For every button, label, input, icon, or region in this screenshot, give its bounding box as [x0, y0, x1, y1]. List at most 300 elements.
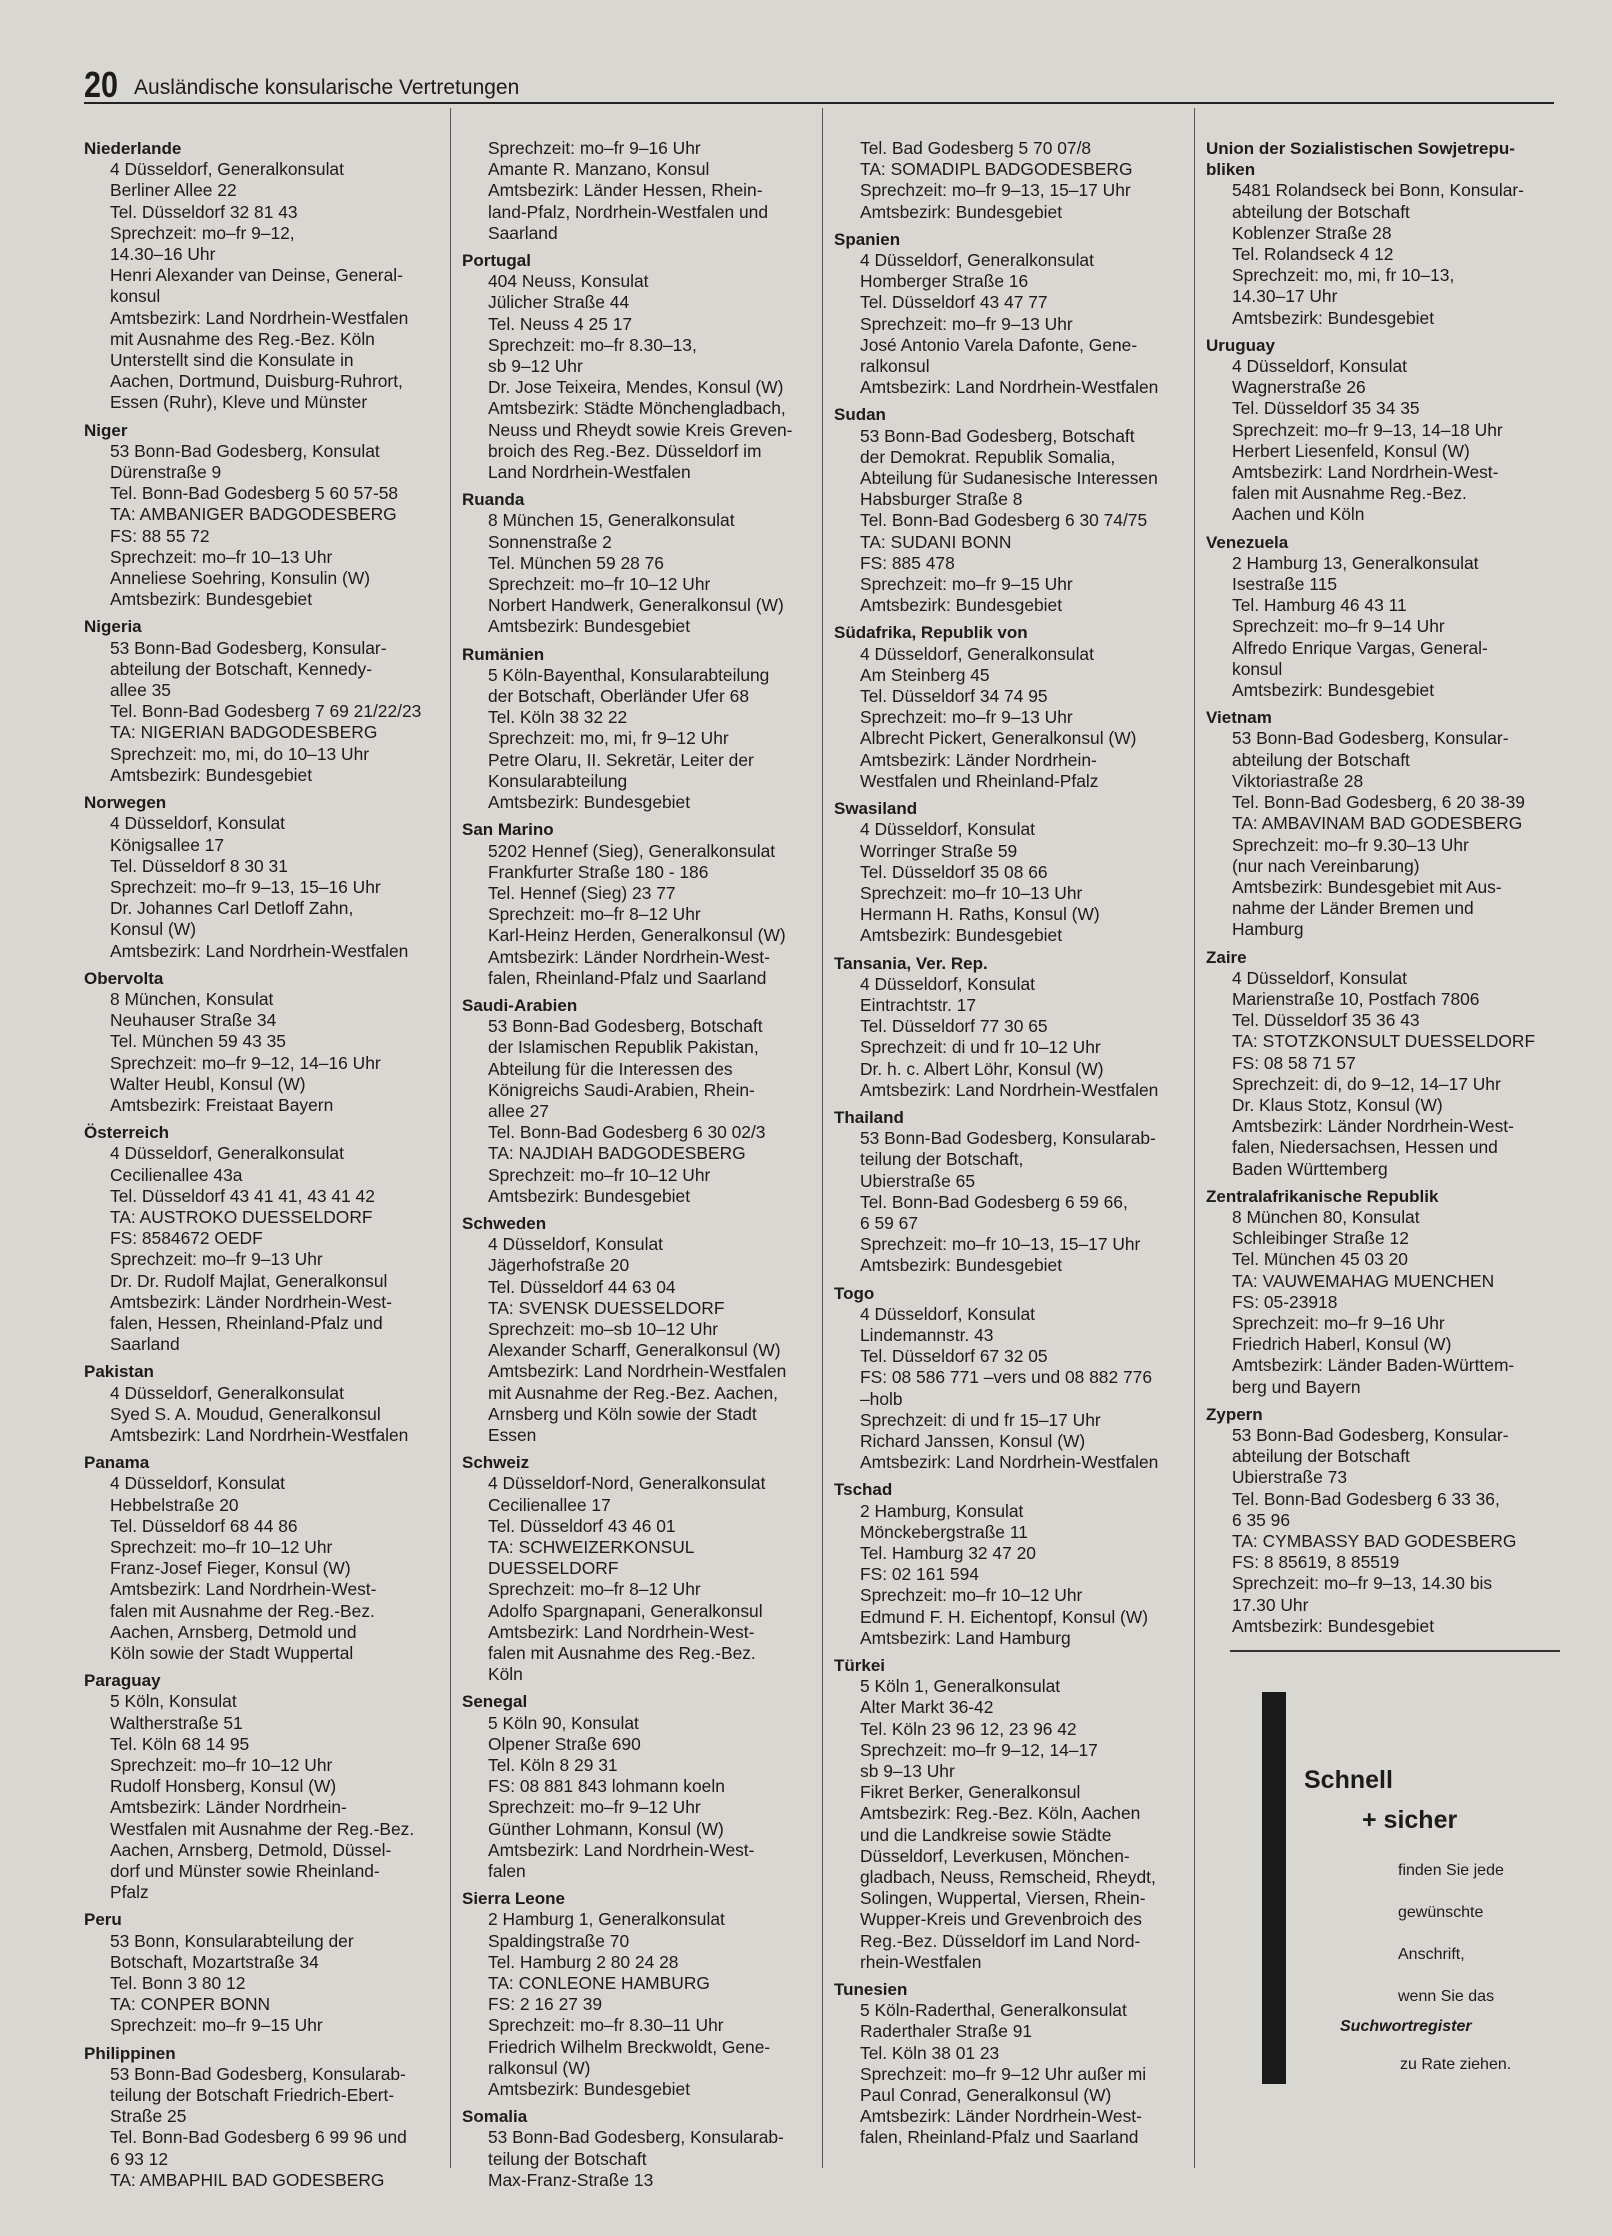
entry-line: Tel. Neuss 4 25 17 [488, 313, 633, 334]
entry-line: Tel. Düsseldorf 77 30 65 [860, 1016, 1048, 1037]
entry-line: FS: 8 85619, 8 85519 [1232, 1552, 1400, 1573]
entry-line: Neuhauser Straße 34 [110, 1010, 277, 1031]
ad-headline-2: + sicher [1362, 1806, 1458, 1834]
entry-line: Tel. Bonn-Bad Godesberg 6 59 66, [860, 1191, 1128, 1212]
entry-line: Sprechzeit: mo–fr 8–12 Uhr [488, 904, 701, 925]
entry-line: mit Ausnahme des Reg.-Bez. Köln [110, 328, 375, 349]
entry-line: Sprechzeit: mo, mi, fr 9–12 Uhr [488, 728, 729, 749]
country-heading: Venezuela [1206, 532, 1289, 552]
entry-line: Tel. Bonn-Bad Godesberg 5 60 57-58 [110, 483, 399, 504]
country-heading: Peru [84, 1910, 122, 1930]
entry-line: Sprechzeit: mo–fr 10–12 Uhr [488, 574, 711, 595]
country-heading: Zypern [1206, 1404, 1263, 1424]
entry-line: 4 Düsseldorf, Konsulat [110, 813, 285, 834]
entry-line: Cecilienallee 17 [488, 1494, 611, 1515]
entry-line: Cecilienallee 43a [110, 1164, 243, 1185]
entry-line: rhein-Westfalen [860, 1951, 982, 1972]
entry-line: Tel. Düsseldorf 35 36 43 [1232, 1010, 1420, 1031]
country-heading: Union der Sozialistischen Sowjetrepu- bliken [1206, 139, 1515, 180]
entry-line: Dr. Jose Teixeira, Mendes, Konsul (W) [488, 377, 784, 398]
consulate-entry [834, 798, 1196, 946]
entry-line: TA: NAJDIAH BADGODESBERG [488, 1143, 746, 1164]
entry-line: Raderthaler Straße 91 [860, 2021, 1033, 2042]
entry-line: Norbert Handwerk, Generalkonsul (W) [488, 595, 784, 616]
entry-line: 4 Düsseldorf, Konsulat [488, 1234, 663, 1255]
advertisement-box [1262, 1692, 1562, 2084]
consulate-entry [462, 2106, 824, 2191]
entry-line: 6 35 96 [1232, 1509, 1291, 1530]
entry-line: Amtsbezirk: Bundesgebiet [860, 201, 1063, 222]
entry-line: FS: 88 55 72 [110, 525, 210, 546]
entry-line: FS: 08 58 71 57 [1232, 1052, 1356, 1073]
entry-line: abteilung der Botschaft, Kennedy- [110, 658, 372, 679]
entry-line: falen, Hessen, Rheinland-Pfalz und [110, 1312, 383, 1333]
country-heading: Österreich [84, 1123, 170, 1143]
entry-line: Hamburg [1232, 919, 1304, 940]
entry-line: Hermann H. Raths, Konsul (W) [860, 904, 1100, 925]
entry-line: Koblenzer Straße 28 [1232, 222, 1392, 243]
entry-line: sb 9–13 Uhr [860, 1761, 955, 1782]
entry-line: Tel. Hamburg 2 80 24 28 [488, 1951, 679, 1972]
entry-line: Tel. Hamburg 32 47 20 [860, 1543, 1036, 1563]
entry-line: Jülicher Straße 44 [488, 292, 630, 313]
entry-line: Spaldingstraße 70 [488, 1930, 630, 1951]
entry-line: 5 Köln, Konsulat [110, 1691, 237, 1712]
entry-line: Pfalz [110, 1882, 149, 1903]
entry-line: Mönckebergstraße 11 [860, 1521, 1028, 1542]
entry-line: Sonnenstraße 2 [488, 531, 612, 552]
consulate-entry [834, 622, 1196, 792]
entry-line: Aachen, Arnsberg, Detmold und [110, 1621, 357, 1642]
entry-line: Sprechzeit: mo–fr 9–12, 14–17 [860, 1739, 1098, 1760]
entry-line: Walter Heubl, Konsul (W) [110, 1073, 306, 1094]
entry-line: Rudolf Honsberg, Konsul (W) [110, 1776, 337, 1797]
entry-line: Amtsbezirk: Land Nordrhein-Westfalen [860, 377, 1159, 398]
entry-line: Sprechzeit: mo–fr 8.30–13, [488, 334, 697, 355]
entry-line: Abteilung für die Interessen des [488, 1058, 733, 1079]
entry-line: FS: 08 586 771 –vers und 08 882 776 [860, 1367, 1152, 1388]
entry-line: 4 Düsseldorf, Konsulat [860, 1303, 1035, 1324]
consulate-entry [834, 1979, 1196, 2149]
entry-line: sb 9–12 Uhr [488, 356, 583, 377]
entry-line: Reg.-Bez. Düsseldorf im Land Nord- [860, 1930, 1141, 1951]
country-heading: Panama [84, 1453, 150, 1473]
entry-line: 53 Bonn-Bad Godesberg, Konsularab- [488, 2127, 784, 2148]
entry-line: abteilung der Botschaft [1232, 1446, 1410, 1467]
entry-line: Sprechzeit: mo–fr 9.30–13 Uhr [1232, 834, 1469, 855]
entry-line: falen mit Ausnahme der Reg.-Bez. [110, 1600, 375, 1621]
consulate-entry [1206, 1404, 1562, 1637]
entry-line: Sprechzeit: mo–fr 9–12, 14–16 Uhr [110, 1052, 381, 1073]
entry-line: Straße 25 [110, 2106, 187, 2127]
entry-line: teilung der Botschaft [488, 2148, 647, 2169]
entry-line: Albrecht Pickert, Generalkonsul (W) [860, 728, 1137, 749]
consulate-entry [462, 138, 824, 244]
entry-line: Amtsbezirk: Land Nordrhein-Westfalen [110, 1424, 409, 1445]
entry-line: falen [488, 1861, 526, 1882]
entry-line: TA: CONPER BONN [110, 1994, 271, 2015]
entry-line: Tel. Rolandseck 4 12 [1232, 244, 1394, 265]
entry-line: Aachen, Dortmund, Duisburg-Ruhrort, [110, 371, 403, 392]
entry-line: 53 Bonn-Bad Godesberg, Botschaft [860, 425, 1135, 446]
column-2 [462, 138, 824, 2197]
consulate-entry [84, 138, 446, 414]
entry-line: Sprechzeit: mo, mi, fr 10–13, [1232, 265, 1455, 286]
country-heading: Schweiz [462, 1453, 530, 1473]
entry-line: 14.30–16 Uhr [110, 244, 216, 265]
country-heading: Tunesien [834, 1980, 908, 2000]
entry-line: Amtsbezirk: Länder Nordrhein-West- [1232, 1116, 1514, 1137]
entry-line: Sprechzeit: mo–fr 9–16 Uhr [488, 138, 701, 158]
entry-line: allee 35 [110, 680, 171, 701]
entry-line: Günther Lohmann, Konsul (W) [488, 1818, 724, 1839]
entry-line: Amtsbezirk: Land Nordrhein-Westfalen [860, 1452, 1159, 1473]
entry-line: Aachen und Köln [1232, 504, 1365, 525]
country-heading: Türkei [834, 1656, 886, 1676]
entry-line: 6 59 67 [860, 1212, 919, 1233]
entry-line: Sprechzeit: mo–fr 9–13, 15–17 Uhr [860, 180, 1131, 201]
entry-line: FS: 05-23918 [1232, 1291, 1338, 1312]
consulate-entry [1206, 707, 1562, 940]
country-heading: Portugal [462, 251, 531, 271]
entry-line: Amtsbezirk: Land Nordrhein-West- [110, 1579, 377, 1600]
entry-line: Baden Württemberg [1232, 1158, 1388, 1179]
country-heading: Norwegen [84, 793, 167, 813]
entry-line: 4 Düsseldorf, Konsulat [1232, 356, 1407, 377]
country-heading: Senegal [462, 1692, 528, 1712]
consulate-entry [1206, 138, 1562, 329]
entry-line: Karl-Heinz Herden, Generalkonsul (W) [488, 925, 786, 946]
entry-line: Sprechzeit: mo–fr 9–13 Uhr [860, 707, 1073, 728]
entry-line: konsul [110, 286, 161, 307]
entry-line: abteilung der Botschaft [1232, 749, 1410, 770]
entry-line: TA: STOTZKONSULT DUESSELDORF [1232, 1031, 1536, 1052]
entry-line: 8 München, Konsulat [110, 988, 274, 1009]
entry-line: Dr. Klaus Stotz, Konsul (W) [1232, 1094, 1443, 1115]
entry-line: Aachen, Arnsberg, Detmold, Düssel- [110, 1839, 392, 1860]
entry-line: Tel. Düsseldorf 8 30 31 [110, 855, 288, 876]
country-heading: Sierra Leone [462, 1889, 565, 1909]
entry-line: 53 Bonn-Bad Godesberg, Konsular- [110, 637, 387, 658]
entry-line: Sprechzeit: mo–fr 9–14 Uhr [1232, 616, 1445, 637]
country-heading: Togo [834, 1283, 875, 1303]
entry-line: Tel. Düsseldorf 35 08 66 [860, 861, 1048, 882]
entry-line: 4 Düsseldorf, Generalkonsulat [110, 159, 344, 180]
entry-line: 14.30–17 Uhr [1232, 286, 1338, 307]
country-heading: Niger [84, 420, 128, 440]
entry-line: Sprechzeit: di und fr 10–12 Uhr [860, 1037, 1101, 1058]
entry-line: 4 Düsseldorf, Generalkonsulat [110, 1382, 344, 1403]
ad-text: gewünschte [1398, 1904, 1484, 1921]
ad-text: finden Sie jede [1398, 1862, 1504, 1879]
entry-line: Amtsbezirk: Bundesgebiet [488, 616, 691, 637]
column-4 [1206, 138, 1562, 1643]
entry-line: Amtsbezirk: Bundesgebiet [110, 589, 313, 610]
entry-line: Konsularabteilung [488, 770, 628, 791]
entry-line: 4 Düsseldorf, Konsulat [1232, 967, 1407, 988]
entry-line: Tel. Düsseldorf 43 41 41, 43 41 42 [110, 1185, 375, 1206]
entry-line: Habsburger Straße 8 [860, 489, 1023, 510]
entry-line: FS: 08 881 843 lohmann koeln [488, 1776, 725, 1797]
entry-line: 4 Düsseldorf, Generalkonsulat [110, 1143, 344, 1164]
country-heading: Rumänien [462, 644, 545, 664]
entry-line: Amtsbezirk: Freistaat Bayern [110, 1094, 334, 1115]
entry-line: Königreichs Saudi-Arabien, Rhein- [488, 1079, 755, 1100]
entry-line: Tel. Düsseldorf 67 32 05 [860, 1346, 1048, 1367]
country-heading: Somalia [462, 2107, 528, 2127]
entry-line: Amtsbezirk: Länder Nordrhein-West- [110, 1291, 392, 1312]
entry-line: Amante R. Manzano, Konsul [488, 159, 710, 180]
consulate-entry [462, 1691, 824, 1882]
entry-line: Max-Franz-Straße 13 [488, 2169, 654, 2190]
entry-line: Sprechzeit: mo–fr 9–13, 15–16 Uhr [110, 876, 381, 897]
ad-black-bar [1262, 1692, 1286, 2084]
entry-line: 4 Düsseldorf, Konsulat [860, 973, 1035, 994]
entry-line: Sprechzeit: mo–fr 10–13, 15–17 Uhr [860, 1234, 1141, 1255]
entry-line: Amtsbezirk: Land Nordrhein-West- [1232, 462, 1499, 483]
consulate-entry [84, 1452, 446, 1664]
entry-line: Syed S. A. Moudud, Generalkonsul [110, 1403, 381, 1424]
entry-line: Köln [488, 1664, 523, 1685]
consulate-entry [84, 792, 446, 962]
entry-line: 5202 Hennef (Sieg), Generalkonsulat [488, 840, 776, 861]
entry-line: Saarland [110, 1334, 180, 1355]
column-divider [450, 108, 451, 2168]
entry-line: Sprechzeit: mo–fr 9–12, [110, 222, 295, 243]
entry-line: broich des Reg.-Bez. Düsseldorf im [488, 440, 762, 461]
entry-line: 2 Hamburg 1, Generalkonsulat [488, 1909, 725, 1930]
entry-line: Essen [488, 1424, 537, 1445]
entry-line: 53 Bonn-Bad Godesberg, Konsulat [110, 440, 380, 461]
entry-line: Amtsbezirk: Bundesgebiet mit Aus- [1232, 876, 1502, 897]
entry-line: Saarland [488, 222, 558, 243]
entry-line: Friedrich Haberl, Konsul (W) [1232, 1334, 1452, 1355]
entry-line: Sprechzeit: mo–fr 10–12 Uhr [110, 1537, 333, 1557]
column-3 [834, 138, 1196, 2155]
country-heading: Spanien [834, 229, 901, 249]
country-heading: Obervolta [84, 968, 164, 988]
consulate-entry [84, 1909, 446, 2036]
entry-line: Tel. Düsseldorf 43 46 01 [488, 1515, 676, 1536]
entry-line: Eintrachtstr. 17 [860, 994, 976, 1015]
entry-line: Neuss und Rheydt sowie Kreis Greven- [488, 419, 793, 440]
entry-line: Tel. Bonn-Bad Godesberg 7 69 21/22/23 [110, 701, 422, 722]
entry-line: Amtsbezirk: Länder Nordrhein-West- [860, 2106, 1142, 2127]
entry-line: TA: CONLEONE HAMBURG [488, 1973, 710, 1994]
entry-line: Land Nordrhein-Westfalen [488, 462, 691, 483]
entry-line: Königsallee 17 [110, 834, 225, 855]
entry-line: Tel. Hennef (Sieg) 23 77 [488, 882, 676, 903]
entry-line: Arnsberg und Köln sowie der Stadt [488, 1403, 757, 1424]
entry-line: konsul [1232, 658, 1283, 679]
entry-line: Petre Olaru, II. Sekretär, Leiter der [488, 749, 754, 770]
entry-line: Tel. Köln 8 29 31 [488, 1755, 618, 1776]
consulate-entry [462, 250, 824, 483]
consulate-entry [84, 1361, 446, 1446]
entry-line: Amtsbezirk: Bundesgebiet [488, 2079, 691, 2100]
entry-line: Worringer Straße 59 [860, 840, 1018, 861]
entry-line: FS: 8584672 OEDF [110, 1228, 263, 1249]
entry-line: 4 Düsseldorf, Konsulat [860, 819, 1035, 840]
entry-line: falen, Rheinland-Pfalz und Saarland [488, 967, 767, 988]
entry-line: 8 München 80, Konsulat [1232, 1206, 1420, 1227]
consulate-entry [1206, 1186, 1562, 1398]
entry-line: Viktoriastraße 28 [1232, 770, 1364, 791]
entry-line: der Demokrat. Republik Somalia, [860, 446, 1116, 467]
entry-line: Homberger Straße 16 [860, 271, 1029, 292]
entry-line: Sprechzeit: mo–fr 10–12 Uhr [488, 1164, 711, 1185]
entry-line: Amtsbezirk: Land Nordrhein-West- [488, 1839, 755, 1860]
entry-line: Tel. Köln 38 01 23 [860, 2042, 1000, 2063]
entry-line: –holb [860, 1388, 903, 1409]
consulate-entry [834, 404, 1196, 616]
entry-line: Sprechzeit: mo–fr 9–12 Uhr [488, 1797, 701, 1818]
entry-line: Tel. Köln 23 96 12, 23 96 42 [860, 1718, 1077, 1739]
consulate-entry [84, 968, 446, 1116]
entry-line: Amtsbezirk: Land Hamburg [860, 1627, 1071, 1648]
entry-line: Solingen, Wuppertal, Viersen, Rhein- [860, 1888, 1146, 1909]
entry-line: Sprechzeit: mo–fr 9–12 Uhr außer mi [860, 2063, 1147, 2084]
entry-line: Tel. Düsseldorf 44 63 04 [488, 1276, 676, 1297]
entry-line: Alfredo Enrique Vargas, General- [1232, 637, 1488, 658]
country-heading: Nigeria [84, 617, 142, 637]
entry-line: 5 Köln-Raderthal, Generalkonsulat [860, 2000, 1127, 2021]
entry-line: Tel. München 45 03 20 [1232, 1249, 1408, 1270]
consulate-entry [462, 644, 824, 814]
consulate-entry [84, 1122, 446, 1355]
consulate-entry [462, 995, 824, 1207]
entry-line: Sprechzeit: mo–fr 8–12 Uhr [488, 1579, 701, 1600]
entry-line: Tel. Köln 68 14 95 [110, 1733, 250, 1754]
entry-line: 5481 Rolandseck bei Bonn, Konsular- [1232, 180, 1524, 201]
country-heading: Zentralafrikanische Republik [1206, 1186, 1439, 1206]
entry-line: Amtsbezirk: Land Nordrhein-Westfalen [488, 1361, 787, 1382]
entry-line: Tel. Hamburg 46 43 11 [1232, 595, 1407, 616]
entry-line: TA: SOMADIPL BADGODESBERG [860, 159, 1133, 180]
entry-line: Sprechzeit: mo–fr 10–12 Uhr [110, 1755, 333, 1776]
consulate-entry [84, 1670, 446, 1903]
entry-line: Wagnerstraße 26 [1232, 377, 1366, 398]
entry-line: Amtsbezirk: Bundesgebiet [860, 925, 1063, 946]
consulate-entry [462, 1888, 824, 2100]
country-heading: Paraguay [84, 1671, 161, 1691]
entry-line: Amtsbezirk: Bundesgebiet [1232, 1615, 1435, 1636]
entry-line: Tel. Bonn-Bad Godesberg 6 33 36, [1232, 1488, 1500, 1509]
entry-line: Amtsbezirk: Städte Mönchengladbach, [488, 398, 786, 419]
country-heading: Zaire [1206, 947, 1247, 967]
entry-line: Olpener Straße 690 [488, 1733, 641, 1754]
country-heading: Uruguay [1206, 335, 1275, 355]
entry-line: Botschaft, Mozartstraße 34 [110, 1951, 319, 1972]
entry-line: falen mit Ausnahme des Reg.-Bez. [488, 1643, 756, 1664]
entry-line: Tel. Bonn-Bad Godesberg 6 30 74/75 [860, 510, 1148, 531]
entry-line: TA: SVENSK DUESSELDORF [488, 1297, 725, 1318]
entry-line: Amtsbezirk: Bundesgebiet [488, 792, 691, 813]
entry-line: der Islamischen Republik Pakistan, [488, 1037, 759, 1058]
entry-line: Ubierstraße 73 [1232, 1467, 1348, 1488]
country-heading: Ruanda [462, 490, 525, 510]
ad-text: Anschrift, [1398, 1946, 1465, 1963]
entry-line: nahme der Länder Bremen und [1232, 898, 1474, 919]
consulate-entry [834, 953, 1196, 1101]
entry-line: Richard Janssen, Konsul (W) [860, 1430, 1086, 1451]
entry-line: Dürenstraße 9 [110, 462, 222, 483]
entry-line: TA: SCHWEIZERKONSUL [488, 1537, 695, 1557]
entry-line: 53 Bonn, Konsularabteilung der [110, 1930, 354, 1951]
entry-line: teilung der Botschaft Friedrich-Ebert- [110, 2085, 395, 2106]
page-number: 20 [84, 64, 119, 105]
entry-line: FS: 02 161 594 [860, 1564, 979, 1585]
entry-line: Amtsbezirk: Länder Nordrhein-West- [488, 946, 770, 967]
entry-line: Dr. Johannes Carl Detloff Zahn, [110, 898, 354, 919]
entry-line: Berliner Allee 22 [110, 180, 237, 201]
consulate-entry [462, 819, 824, 989]
entry-line: der Botschaft, Oberländer Ufer 68 [488, 686, 749, 707]
entry-line: Sprechzeit: mo–fr 10–12 Uhr [860, 1585, 1083, 1606]
entry-line: Jägerhofstraße 20 [488, 1255, 630, 1276]
entry-line: Alexander Scharff, Generalkonsul (W) [488, 1340, 781, 1361]
entry-line: Tel. Bonn-Bad Godesberg 6 30 02/3 [488, 1122, 766, 1143]
entry-line: Abteilung für Sudanesische Interessen [860, 468, 1158, 489]
country-heading: Vietnam [1206, 708, 1272, 728]
entry-line: Tel. Köln 38 32 22 [488, 707, 628, 728]
entry-line: 17.30 Uhr [1232, 1594, 1309, 1615]
consulate-entry [84, 420, 446, 611]
entry-line: TA: AMBAPHIL BAD GODESBERG [110, 2169, 385, 2190]
country-heading: Philippinen [84, 2043, 176, 2063]
entry-line: Düsseldorf, Leverkusen, Mönchen- [860, 1845, 1130, 1866]
entry-line: Amtsbezirk: Land Nordrhein-Westfalen [860, 1079, 1159, 1100]
entry-line: Amtsbezirk: Land Nordrhein-West- [488, 1621, 755, 1642]
entry-line: Edmund F. H. Eichentopf, Konsul (W) [860, 1606, 1149, 1627]
entry-line: Marienstraße 10, Postfach 7806 [1232, 988, 1480, 1009]
entry-line: José Antonio Varela Dafonte, Gene- [860, 334, 1138, 355]
entry-line: Sprechzeit: di und fr 15–17 Uhr [860, 1409, 1101, 1430]
consulate-entry [834, 229, 1196, 399]
entry-line: Sprechzeit: mo–fr 10–13 Uhr [110, 546, 333, 567]
ad-text: wenn Sie das [1398, 1988, 1495, 2005]
entry-line: Amtsbezirk: Bundesgebiet [110, 764, 313, 785]
entry-line: falen, Niedersachsen, Hessen und [1232, 1137, 1498, 1158]
entry-line: 53 Bonn-Bad Godesberg, Konsular- [1232, 728, 1509, 749]
entry-line: Konsul (W) [110, 919, 197, 940]
entry-line: TA: AMBAVINAM BAD GODESBERG [1232, 813, 1523, 834]
entry-line: Westfalen mit Ausnahme der Reg.-Bez. [110, 1818, 415, 1839]
entry-line: Ubierstraße 65 [860, 1170, 976, 1191]
entry-line: 8 München 15, Generalkonsulat [488, 510, 735, 531]
country-heading: Saudi-Arabien [462, 995, 578, 1015]
entry-line: Anneliese Soehring, Konsulin (W) [110, 568, 371, 589]
entry-line: FS: 885 478 [860, 552, 955, 573]
consulate-entry [462, 489, 824, 637]
entry-line: Amtsbezirk: Länder Hessen, Rhein- [488, 180, 763, 201]
country-heading: Schweden [462, 1213, 547, 1233]
country-heading: Niederlande [84, 139, 182, 158]
entry-line: Amtsbezirk: Reg.-Bez. Köln, Aachen [860, 1803, 1141, 1824]
entry-line: gladbach, Neuss, Remscheid, Rheydt, [860, 1867, 1156, 1888]
entry-line: Sprechzeit: mo–fr 9–13 Uhr [860, 313, 1073, 334]
entry-line: Sprechzeit: mo–fr 9–13 Uhr [110, 1249, 323, 1270]
consulate-entry [834, 1283, 1196, 1474]
consulate-entry [84, 616, 446, 786]
entry-line: 4 Düsseldorf-Nord, Generalkonsulat [488, 1473, 766, 1494]
entry-line: Tel. Bonn 3 80 12 [110, 1973, 246, 1994]
entry-line: falen, Rheinland-Pfalz und Saarland [860, 2127, 1139, 2148]
entry-line: Tel. Bad Godesberg 5 70 07/8 [860, 138, 1092, 158]
entry-line: 4 Düsseldorf, Generalkonsulat [860, 643, 1094, 664]
entry-line: land-Pfalz, Nordrhein-Westfalen und [488, 201, 769, 222]
entry-line: und die Landkreise sowie Städte [860, 1824, 1112, 1845]
